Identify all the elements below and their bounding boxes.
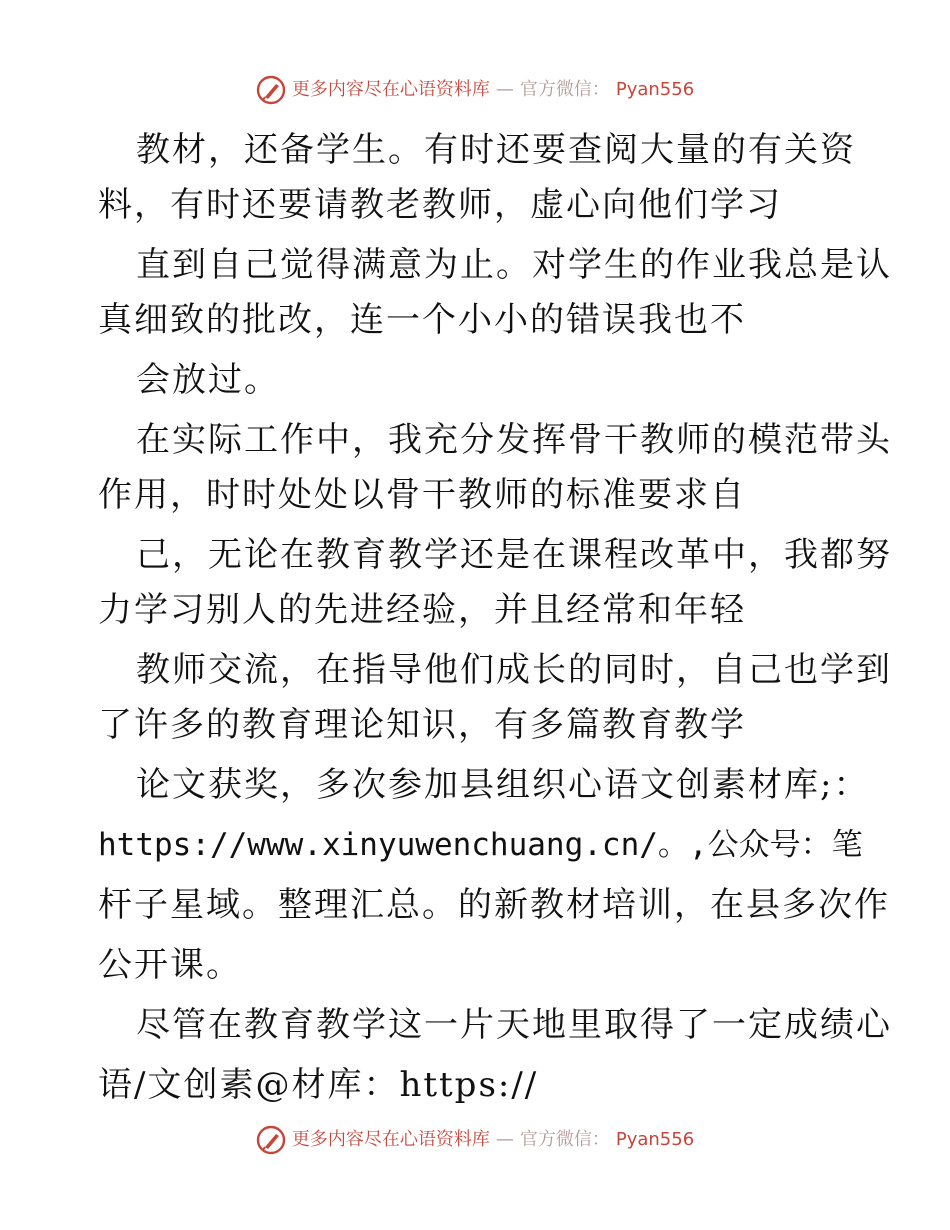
- text-line: 真细致的批改，连一个小小的错误我也不: [98, 300, 746, 340]
- watermark-dash: —: [495, 79, 514, 100]
- text-line: 尽管在教育教学这一片天地里取得了一定成绩心: [136, 1005, 892, 1045]
- text-line: 己，无论在教育教学还是在课程改革中，我都努: [136, 535, 892, 575]
- text-line: 公开课。: [98, 945, 242, 985]
- text-line: 直到自己觉得满意为止。对学生的作业我总是认: [136, 245, 892, 285]
- watermark-brand-text: 更多内容尽在心语资料库: [291, 79, 490, 100]
- watermark-brand-text: 更多内容尽在心语资料库: [291, 1129, 490, 1150]
- watermark-official-label: 官方微信：: [519, 79, 610, 100]
- quill-pen-logo-icon: [256, 75, 286, 105]
- text-line: 语/文创素@材库：https://: [98, 1065, 539, 1105]
- text-line: 在实际工作中，我充分发挥骨干教师的模范带头: [136, 420, 892, 460]
- text-line: 作用，时时处处以骨干教师的标准要求自: [98, 475, 746, 515]
- watermark-wechat-id: Pyan556: [615, 1129, 695, 1150]
- watermark-official-label: 官方微信：: [519, 1129, 610, 1150]
- watermark-wechat-id: Pyan556: [615, 79, 695, 100]
- text-line: 论文获奖，多次参加县组织心语文创素材库;：: [136, 765, 870, 805]
- text-line: 力学习别人的先进经验，并且经常和年轻: [98, 590, 746, 630]
- text-line: 杆子星域。整理汇总。的新教材培训，在县多次作: [98, 885, 890, 925]
- text-line: 教材，还备学生。有时还要查阅大量的有关资: [136, 130, 856, 170]
- footer-watermark: [0, 1122, 950, 1158]
- text-line-url: https://www.xinyuwenchuang.cn/。,公众号：笔: [98, 827, 863, 863]
- text-line: 教师交流，在指导他们成长的同时，自己也学到: [136, 650, 892, 690]
- text-line: 会放过。: [136, 360, 280, 400]
- text-line: 料，有时还要请教老教师，虚心向他们学习: [98, 185, 782, 225]
- text-line: 了许多的教育理论知识，有多篇教育教学: [98, 705, 746, 745]
- header-watermark: [0, 72, 950, 108]
- watermark-dash: —: [495, 1129, 514, 1150]
- quill-pen-logo-icon: [256, 1125, 286, 1155]
